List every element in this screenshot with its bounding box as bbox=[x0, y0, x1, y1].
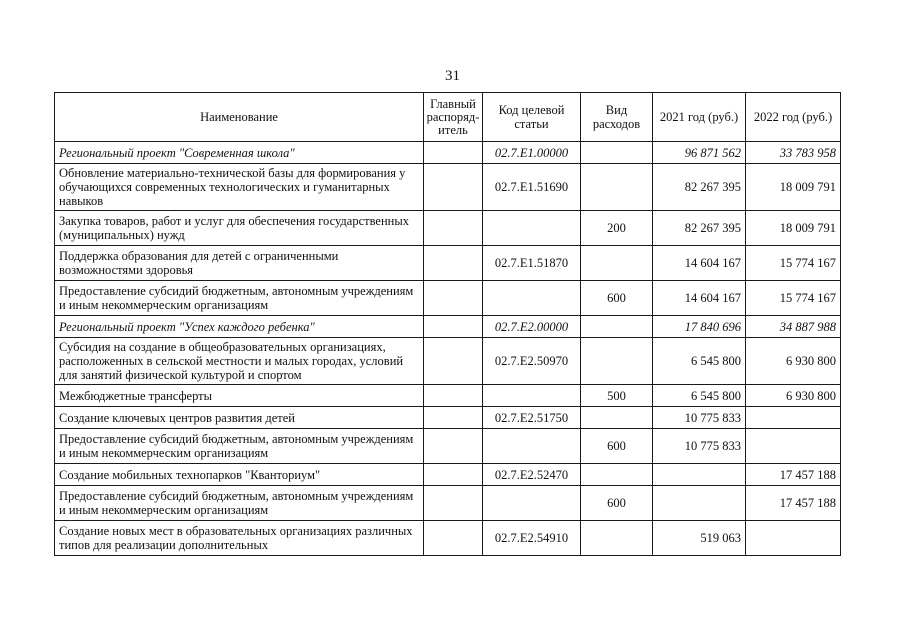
table-row bbox=[55, 142, 841, 164]
table-row bbox=[55, 407, 841, 429]
row-main-manager bbox=[424, 521, 483, 556]
row-expense-type: 600 bbox=[581, 281, 653, 316]
row-expense-type bbox=[581, 338, 653, 385]
row-amount-2021: 17 840 696 bbox=[653, 316, 746, 338]
row-expense-type: 500 bbox=[581, 385, 653, 407]
row-amount-2022: 34 887 988 bbox=[746, 316, 841, 338]
row-main-manager bbox=[424, 407, 483, 429]
row-amount-2021: 96 871 562 bbox=[653, 142, 746, 164]
row-name: Региональный проект "Современная школа" bbox=[55, 142, 424, 164]
row-expense-type: 600 bbox=[581, 486, 653, 521]
table-row bbox=[55, 164, 841, 211]
row-target-code: 02.7.Е2.51750 bbox=[483, 407, 581, 429]
header-name: Наименование bbox=[55, 93, 424, 142]
row-main-manager bbox=[424, 464, 483, 486]
row-amount-2021 bbox=[653, 464, 746, 486]
row-name: Создание мобильных технопарков "Кванториум" bbox=[55, 464, 424, 486]
header-year-2021: 2021 год (руб.) bbox=[653, 93, 746, 142]
row-target-code: 02.7.Е2.50970 bbox=[483, 338, 581, 385]
row-name: Межбюджетные трансферты bbox=[55, 385, 424, 407]
row-expense-type bbox=[581, 164, 653, 211]
row-amount-2022 bbox=[746, 407, 841, 429]
header-main-manager bbox=[424, 93, 483, 142]
row-expense-type bbox=[581, 142, 653, 164]
row-main-manager bbox=[424, 429, 483, 464]
row-amount-2022: 18 009 791 bbox=[746, 211, 841, 246]
row-main-manager bbox=[424, 211, 483, 246]
table-row bbox=[55, 486, 841, 521]
row-name: Предоставление субсидий бюджетным, автономным учреждениям и иным некоммерческим организациям bbox=[55, 486, 424, 521]
row-target-code: 02.7.Е2.00000 bbox=[483, 316, 581, 338]
header-expense-type: Вид расходов bbox=[581, 93, 653, 142]
row-target-code bbox=[483, 429, 581, 464]
row-amount-2022: 15 774 167 bbox=[746, 281, 841, 316]
header-main-manager-text: Главный распоряд- итель bbox=[426, 96, 480, 137]
row-target-code: 02.7.Е1.51690 bbox=[483, 164, 581, 211]
table-row bbox=[55, 211, 841, 246]
row-amount-2022: 17 457 188 bbox=[746, 464, 841, 486]
row-target-code bbox=[483, 281, 581, 316]
row-amount-2022: 15 774 167 bbox=[746, 246, 841, 281]
row-amount-2021: 82 267 395 bbox=[653, 211, 746, 246]
page-number: 31 bbox=[445, 68, 460, 84]
row-name: Обновление материально-технической базы для формирования у обучающихся современных технологических и гуманитарных навыков bbox=[55, 164, 424, 211]
table-body bbox=[55, 142, 841, 556]
row-amount-2021 bbox=[653, 486, 746, 521]
row-main-manager bbox=[424, 164, 483, 211]
row-name: Создание новых мест в образовательных организациях различных типов для реализации дополнительных bbox=[55, 521, 424, 556]
budget-table bbox=[54, 92, 841, 556]
header-target-code: Код целевой статьи bbox=[483, 93, 581, 142]
row-name: Создание ключевых центров развития детей bbox=[55, 407, 424, 429]
row-main-manager bbox=[424, 486, 483, 521]
row-amount-2021: 14 604 167 bbox=[653, 246, 746, 281]
table-row bbox=[55, 281, 841, 316]
row-main-manager bbox=[424, 142, 483, 164]
row-target-code: 02.7.Е1.51870 bbox=[483, 246, 581, 281]
row-amount-2021: 10 775 833 bbox=[653, 429, 746, 464]
row-target-code bbox=[483, 385, 581, 407]
row-name: Региональный проект "Успех каждого ребенка" bbox=[55, 316, 424, 338]
header-year-2022: 2022 год (руб.) bbox=[746, 93, 841, 142]
row-expense-type bbox=[581, 316, 653, 338]
table-row bbox=[55, 385, 841, 407]
row-target-code: 02.7.Е1.00000 bbox=[483, 142, 581, 164]
row-expense-type: 200 bbox=[581, 211, 653, 246]
row-amount-2022 bbox=[746, 429, 841, 464]
row-expense-type bbox=[581, 246, 653, 281]
row-expense-type bbox=[581, 407, 653, 429]
table-row bbox=[55, 464, 841, 486]
row-target-code: 02.7.Е2.52470 bbox=[483, 464, 581, 486]
row-target-code bbox=[483, 211, 581, 246]
table-row bbox=[55, 521, 841, 556]
row-main-manager bbox=[424, 246, 483, 281]
table-row bbox=[55, 338, 841, 385]
row-name: Предоставление субсидий бюджетным, автономным учреждениям и иным некоммерческим организациям bbox=[55, 429, 424, 464]
row-amount-2022: 18 009 791 bbox=[746, 164, 841, 211]
table-header-row bbox=[55, 93, 841, 142]
row-amount-2022: 33 783 958 bbox=[746, 142, 841, 164]
row-name: Предоставление субсидий бюджетным, автономным учреждениям и иным некоммерческим организациям bbox=[55, 281, 424, 316]
row-name: Субсидия на создание в общеобразовательных организациях, расположенных в сельской местности и малых городах, условий для занятий физической культурой и спортом bbox=[55, 338, 424, 385]
table-row bbox=[55, 316, 841, 338]
row-amount-2022: 6 930 800 bbox=[746, 385, 841, 407]
row-amount-2021: 6 545 800 bbox=[653, 338, 746, 385]
row-amount-2021: 10 775 833 bbox=[653, 407, 746, 429]
row-amount-2021: 82 267 395 bbox=[653, 164, 746, 211]
table-row bbox=[55, 246, 841, 281]
row-amount-2022 bbox=[746, 521, 841, 556]
row-expense-type: 600 bbox=[581, 429, 653, 464]
row-main-manager bbox=[424, 281, 483, 316]
row-amount-2022: 17 457 188 bbox=[746, 486, 841, 521]
row-main-manager bbox=[424, 338, 483, 385]
row-name: Закупка товаров, работ и услуг для обеспечения государственных (муниципальных) нужд bbox=[55, 211, 424, 246]
row-amount-2022: 6 930 800 bbox=[746, 338, 841, 385]
row-target-code bbox=[483, 486, 581, 521]
row-main-manager bbox=[424, 385, 483, 407]
row-amount-2021: 6 545 800 bbox=[653, 385, 746, 407]
row-target-code: 02.7.Е2.54910 bbox=[483, 521, 581, 556]
row-expense-type bbox=[581, 521, 653, 556]
row-name: Поддержка образования для детей с ограниченными возможностями здоровья bbox=[55, 246, 424, 281]
row-amount-2021: 14 604 167 bbox=[653, 281, 746, 316]
row-amount-2021: 519 063 bbox=[653, 521, 746, 556]
row-main-manager bbox=[424, 316, 483, 338]
row-expense-type bbox=[581, 464, 653, 486]
table-row bbox=[55, 429, 841, 464]
